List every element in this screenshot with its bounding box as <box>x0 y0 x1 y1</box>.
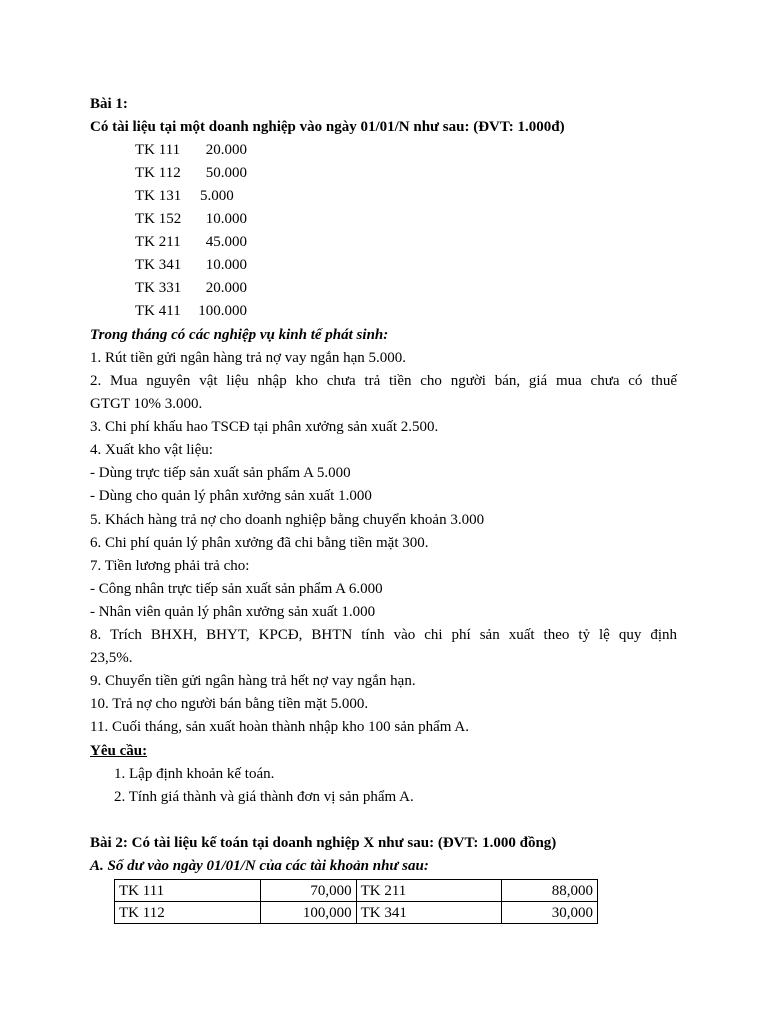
balance-cell: 88,000 <box>502 880 598 902</box>
balance-cell: 70,000 <box>260 880 356 902</box>
requirement-1: 1. Lập định khoản kế toán. <box>114 766 275 782</box>
transaction-3: 3. Chi phí khấu hao TSCĐ tại phân xưởng sản xuất 2.500. <box>90 419 439 435</box>
account-cell: TK 111 <box>115 880 261 902</box>
transaction-2-line-2: GTGT 10% 3.000. <box>90 396 203 412</box>
transaction-6: 6. Chi phí quản lý phân xưởng đã chi bằng tiền mặt 300. <box>90 535 429 551</box>
opening-balance-table <box>114 879 598 924</box>
transaction-9: 9. Chuyển tiền gửi ngân hàng trả hết nợ vay ngắn hạn. <box>90 673 416 689</box>
transaction-1: 1. Rút tiền gửi ngân hàng trả nợ vay ngắn hạn 5.000. <box>90 350 407 366</box>
account-value: 20.000 <box>205 142 247 158</box>
balance-cell: 30,000 <box>502 902 598 924</box>
exercise-2-title: Bài 2: Có tài liệu kế toán tại doanh nghiệp X như sau: (ĐVT: 1.000 đồng) <box>90 835 557 851</box>
transaction-11: 11. Cuối tháng, sản xuất hoàn thành nhập kho 100 sản phẩm A. <box>90 719 469 735</box>
transaction-7: 7. Tiền lương phải trả cho: <box>90 558 250 574</box>
table-row <box>115 880 598 902</box>
transaction-4: 4. Xuất kho vật liệu: <box>90 442 213 458</box>
exercise-1-intro: Có tài liệu tại một doanh nghiệp vào ngày 01/01/N như sau: (ĐVT: 1.000đ) <box>90 119 565 135</box>
account-value: 10.000 <box>205 257 247 273</box>
account-value: 10.000 <box>205 211 247 227</box>
account-code: TK 211 <box>135 234 181 250</box>
account-code: TK 152 <box>135 211 182 227</box>
account-line <box>135 209 247 229</box>
account-cell: TK 341 <box>356 902 502 924</box>
account-value: 20.000 <box>205 280 247 296</box>
transaction-10: 10. Trả nợ cho người bán bằng tiền mặt 5.000. <box>90 696 369 712</box>
requirement-2: 2. Tính giá thành và giá thành đơn vị sản phẩm A. <box>114 789 414 805</box>
transaction-4a: - Dùng trực tiếp sản xuất sản phẩm A 5.000 <box>90 465 351 481</box>
account-line <box>135 140 247 160</box>
exercise-2-section-a: A. Số dư vào ngày 01/01/N của các tài khoản như sau: <box>90 858 429 874</box>
transaction-5: 5. Khách hàng trả nợ cho doanh nghiệp bằng chuyển khoản 3.000 <box>90 512 485 528</box>
account-line <box>135 255 247 275</box>
account-code: TK 411 <box>135 303 181 319</box>
exercise-1-title: Bài 1: <box>90 96 128 112</box>
account-code: TK 341 <box>135 257 182 273</box>
transaction-4b: - Dùng cho quản lý phân xưởng sản xuất 1.000 <box>90 488 372 504</box>
transaction-7a: - Công nhân trực tiếp sản xuất sản phẩm A 6.000 <box>90 581 383 597</box>
table-row <box>115 902 598 924</box>
account-line <box>135 232 247 252</box>
account-value: 45.000 <box>205 234 247 250</box>
account-code: TK 112 <box>135 165 181 181</box>
requirements-heading: Yêu cầu: <box>90 743 148 759</box>
balance-cell: 100,000 <box>260 902 356 924</box>
account-line <box>135 163 247 183</box>
account-value: 100.000 <box>198 303 247 319</box>
transaction-8-line-1: 8. Trích BHXH, BHYT, KPCĐ, BHTN tính vào chi phí sản xuất theo tỷ lệ quy định <box>90 627 677 643</box>
account-line <box>135 301 247 321</box>
transaction-7b: - Nhân viên quản lý phân xưởng sản xuất 1.000 <box>90 604 376 620</box>
transactions-heading: Trong tháng có các nghiệp vụ kinh tế phát sinh: <box>90 327 389 343</box>
account-value: 50.000 <box>205 165 247 181</box>
transaction-8-line-2: 23,5%. <box>90 650 133 666</box>
transaction-2-line-1: 2. Mua nguyên vật liệu nhập kho chưa trả tiền cho người bán, giá mua chưa có thuế <box>90 373 677 389</box>
account-code: TK 331 <box>135 280 182 296</box>
account-cell: TK 211 <box>356 880 502 902</box>
account-code: TK 131 <box>135 188 182 204</box>
account-code: TK 111 <box>135 142 181 158</box>
account-line <box>135 278 247 298</box>
account-cell: TK 112 <box>115 902 261 924</box>
account-value: 5.000 <box>200 188 234 204</box>
account-line <box>135 186 247 206</box>
